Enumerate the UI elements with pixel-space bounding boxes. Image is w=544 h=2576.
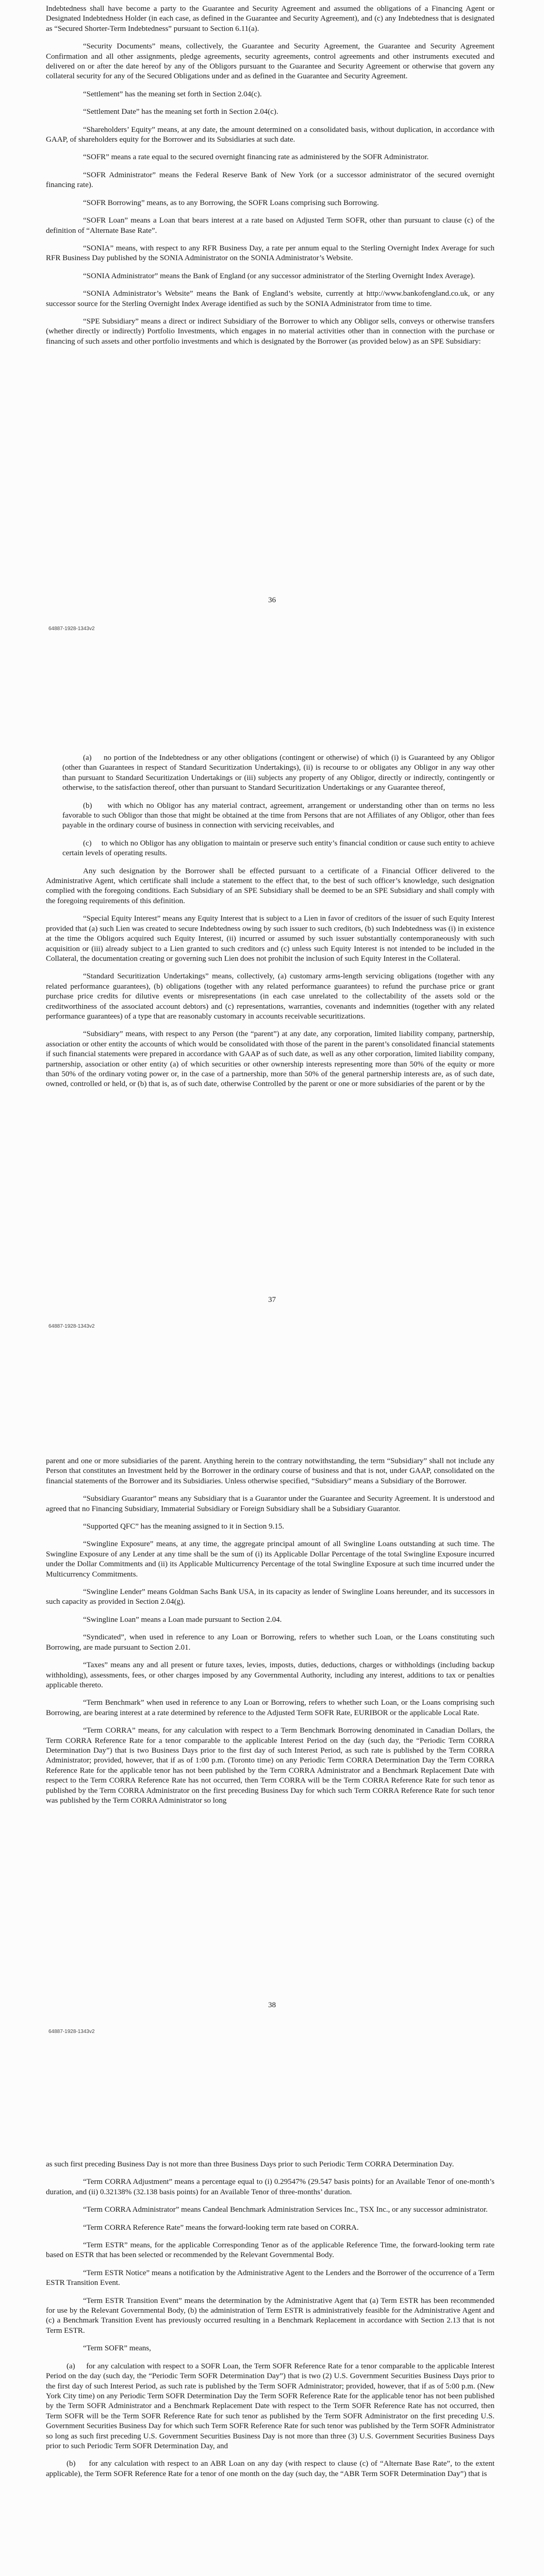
definition-sofr: “SOFR” means a rate equal to the secured overnight financing rate as administered by the SOFR Administrator.: [83, 153, 429, 162]
page-body: [46, 1456, 494, 1806]
definition-taxes: “Taxes” means any and all present or future taxes, levies, imposts, duties, deductions, charges or withholdings (including backup withholding), assessments, fees, or other charges imposed by any Governmental Authority, including any interest, additions to tax or penalties applicable thereto.: [46, 1661, 494, 1689]
definition-security-documents: “Security Documents” means, collectively, the Guarantee and Security Agreement, the Guarantee and Security Agreement Confirmation and all other assignments, pledge agreements, security agreements, control agreements and other instruments executed and delivered on or after the date hereof by any of the Obligors pursuant to the Guarantee and Security Agreement or otherwise that govern any collateral security for any of the Secured Obligations under and as defined in the Guarantee and Security Agreement.: [46, 42, 494, 81]
page-body: [46, 4, 494, 347]
paragraph-subsidiary-continuation: parent and one or more subsidiaries of the parent. Anything herein to the contrary notwithstanding, the term “Subsidiary” shall not include any Person that constitutes an Investment held by the Borrower in the ordinary course of business and that is not, under GAAP, consolidated on the financial statements of the Borrower and its Subsidiaries. Unless otherwise specified, “Subsidiary” means a Subsidiary of the Borrower.: [46, 1457, 494, 1485]
definition-shareholders-equity: “Shareholders’ Equity” means, at any date, the amount determined on a consolidated basis, without duplication, in accordance with GAAP, of shareholders equity for the Borrower and its Subsidiaries at such date.: [46, 125, 494, 144]
page-36: [0, 0, 544, 696]
definition-term-estr: “Term ESTR” means, for the applicable Corresponding Tenor as of the applicable Reference Time, the forward-looking term rate based on ESTR that has been selected or recommended by the Relevant Governmental Body.: [46, 2241, 494, 2260]
spe-clause-b: (b) with which no Obligor has any material contract, agreement, arrangement or understanding other than on terms no less favorable to such Obligor than those that might be obtained at the time from Persons that are not Affiliates of any Obligor, other than fees payable in the ordinary course of business in connection with servicing receivables, and: [62, 801, 494, 830]
page-number: 38: [268, 2001, 276, 2009]
page-body: [46, 2160, 494, 2479]
term-sofr-clause-b: (b) for any calculation with respect to an ABR Loan on any day (with respect to clause (c) of “Alternate Base Rate”, to the extent applicable), the Term SOFR Reference Rate for a tenor of one month on the day (such day, the “ABR Term SOFR Determination Day”) that is: [46, 2460, 494, 2478]
definition-sonia: “SONIA” means, with respect to any RFR Business Day, a rate per annum equal to the Sterling Overnight Index Average for such RFR Business Day published by the SONIA Administrator on the SONIA Administrator’s Website.: [46, 244, 494, 263]
page-body: [46, 753, 494, 1090]
document-id: 64887-1928-1343v2: [48, 626, 95, 632]
definition-sonia-administrators-website: “SONIA Administrator’s Website” means the Bank of England’s website, currently at http://www.bankofengland.co.uk, or any successor source for the Sterling Overnight Index Average identified as such by the SONIA Administrator from time to time.: [46, 290, 494, 308]
document-id: 64887-1928-1343v2: [48, 1324, 95, 1329]
definition-term-sofr: “Term SOFR” means,: [83, 2344, 151, 2353]
definition-standard-securitization-undertakings: “Standard Securitization Undertakings” means, collectively, (a) customary arms-length servicing obligations (together with any related performance guarantees), (b) obligations (together with any related performance guarantees) to refund the purchase price or grant purchase price credits for dilutive events or misrepresentations (in each case unrelated to the collectability of the assets sold or the creditworthiness of the associated account debtors) and (c) representations, warranties, covenants and indemnities (together with any related performance guarantees) of a type that are reasonably customary in accounts receivable securitizations.: [46, 972, 494, 1021]
definition-sofr-administrator: “SOFR Administrator” means the Federal Reserve Bank of New York (or a successor administrator of the secured overnight financing rate).: [46, 171, 494, 190]
definition-sofr-loan: “SOFR Loan” means a Loan that bears interest at a rate based on Adjusted Term SOFR, other than pursuant to clause (c) of the definition of “Alternate Base Rate”.: [46, 216, 494, 235]
paragraph-spe-designation: Any such designation by the Borrower shall be effected pursuant to a certificate of a Financial Officer delivered to the Administrative Agent, which certificate shall include a statement to the effect that, to the best of such officer’s knowledge, such designation complied with the foregoing conditions. Each Subsidiary of an SPE Subsidiary shall be deemed to be an SPE Subsidiary and shall comply with the foregoing requirements of this definition.: [46, 867, 494, 905]
page-number: 37: [268, 1296, 276, 1304]
definition-term-benchmark: “Term Benchmark” when used in reference to any Loan or Borrowing, refers to whether such Loan, or the Loans comprising such Borrowing, are bearing interest at a rate determined by reference to the Adjusted Term SOFR Rate, EURIBOR or the applicable Local Rate.: [46, 1699, 494, 1717]
definition-swingline-loan: “Swingline Loan” means a Loan made pursuant to Section 2.04.: [83, 1615, 282, 1624]
spe-clause-a: (a) no portion of the Indebtedness or any other obligations (contingent or otherwise) of which (i) is Guaranteed by any Obligor (other than Guarantees in respect of Standard Securitization Undertakings), (ii) is recourse to or obligates any Obligor in any way other than pursuant to Standard Securitization Undertakings or (iii) subjects any property of any Obligor, directly or indirectly, contingently or otherwise, to the satisfaction thereof, other than pursuant to Standard Securitization Undertakings or any Guarantee thereof,: [62, 754, 494, 792]
page-number: 36: [268, 596, 276, 604]
definition-swingline-exposure: “Swingline Exposure” means, at any time, the aggregate principal amount of all Swingline Loans outstanding at such time. The Swingline Exposure of any Lender at any time shall be the sum of (i) its Applicable Dollar Percentage of the total Swingline Exposure incurred under the Dollar Commitments and (ii) its Applicable Multicurrency Percentage of the total Swingline Exposure at such time incurred under the Multicurrency Commitments.: [46, 1540, 494, 1579]
definition-settlement-date: “Settlement Date” has the meaning set forth in Section 2.04(c).: [83, 108, 278, 116]
definition-term-corra-adjustment: “Term CORRA Adjustment” means a percentage equal to (i) 0.29547% (29.547 basis points) for an Available Tenor of one-month’s duration, and (ii) 0.32138% (32.138 basis points) for an Available Tenor of three-months’ duration.: [46, 2178, 494, 2196]
definition-term-corra-administrator: “Term CORRA Administrator” means Candeal Benchmark Administration Services Inc., TSX Inc., or any successor administrator.: [83, 2206, 488, 2214]
paragraph-term-corra-continuation: as such first preceding Business Day is not more than three Business Days prior to such Periodic Term CORRA Determination Day.: [46, 2160, 454, 2168]
page-38: [0, 1404, 544, 2102]
definition-syndicated: “Syndicated”, when used in reference to any Loan or Borrowing, refers to whether such Loan, or the Loans constituting such Borrowing, are made pursuant to Section 2.01.: [46, 1633, 494, 1652]
definition-spe-subsidiary: “SPE Subsidiary” means a direct or indirect Subsidiary of the Borrower to which any Obligor sells, conveys or otherwise transfers (whether directly or indirectly) Portfolio Investments, which engages in no material activities other than in connection with the purchase or financing of such assets and other portfolio investments and which is designated by the Borrower (as provided below) as an SPE Subsidiary:: [46, 317, 494, 346]
term-sofr-clause-a: (a) for any calculation with respect to a SOFR Loan, the Term SOFR Reference Rate for a tenor comparable to the applicable Interest Period on the day (such day, the “Periodic Term SOFR Determination Day”) that is two (2) U.S. Government Securities Business Days prior to the first day of such Interest Period, as such rate is published by the Term SOFR Administrator; provided, however, that if as of 5:00 p.m. (New York City time) on any Periodic Term SOFR Determination Day the Term SOFR Reference Rate for the applicable tenor has not been published by the Term SOFR Administrator and a Benchmark Replacement Date with respect to the Term SOFR Reference Rate has not occurred, then Term SOFR will be the Term SOFR Reference Rate for such tenor as published by the Term SOFR Administrator on the first preceding U.S. Government Securities Business Day for which such Term SOFR Reference Rate for such tenor was published by the Term SOFR Administrator so long as such first preceding U.S. Government Securities Business Day is not more than three (3) U.S. Government Securities Business Days prior to such Periodic Term SOFR Determination Day, and: [46, 2362, 494, 2450]
definition-term-estr-transition-event: “Term ESTR Transition Event” means the determination by the Administrative Agent that (a) Term ESTR has been recommended for use by the Relevant Governmental Body, (b) the administration of Term ESTR is administratively feasible for the Administrative Agent and (c) a Benchmark Transition Event has previously occurred resulting in a Benchmark Replacement in accordance with Section 2.13 that is not Term ESTR.: [46, 2296, 494, 2335]
definition-sonia-administrator: “SONIA Administrator” means the Bank of England (or any successor administrator of the Sterling Overnight Index Average).: [83, 272, 475, 280]
definition-subsidiary-guarantor: “Subsidiary Guarantor” means any Subsidiary that is a Guarantor under the Guarantee and Security Agreement. It is understood and agreed that no Financing Subsidiary, Immaterial Subsidiary or Foreign Subsidiary shall be a Subsidiary Guarantor.: [46, 1495, 494, 1513]
page-37: [0, 696, 544, 1404]
definition-term-corra-reference-rate: “Term CORRA Reference Rate” means the forward-looking term rate based on CORRA.: [83, 2223, 359, 2232]
definition-settlement: “Settlement” has the meaning set forth in Section 2.04(c).: [83, 90, 262, 98]
definition-term-estr-notice: “Term ESTR Notice” means a notification by the Administrative Agent to the Lenders and the Borrower of the occurrence of a Term ESTR Transition Event.: [46, 2268, 494, 2287]
definition-sofr-borrowing: “SOFR Borrowing” means, as to any Borrowing, the SOFR Loans comprising such Borrowing.: [83, 198, 379, 207]
spe-clause-c: (c) to which no Obligor has any obligation to maintain or preserve such entity’s financial condition or cause such entity to achieve certain levels of operating results.: [62, 839, 494, 858]
page-39: [0, 2102, 544, 2576]
definition-term-corra: “Term CORRA” means, for any calculation with respect to a Term Benchmark Borrowing denominated in Canadian Dollars, the Term CORRA Reference Rate for a tenor comparable to the applicable Interest Period on the day (such day, the “Periodic Term CORRA Determination Day”) that is two Business Days prior to the first day of such Interest Period, as such rate is published by the Term CORRA Administrator; provided, however, that if as of 1:00 p.m. (Toronto time) on any Periodic Term CORRA Determination Day the Term CORRA Reference Rate for the applicable tenor has not been published by the Term CORRA Administrator and a Benchmark Replacement Date with respect to the Term CORRA Reference Rate has not occurred, then Term CORRA will be the Term CORRA Reference Rate for such tenor as published by the Term CORRA Administrator on the first preceding Business Day for which such Term CORRA Reference Rate for such tenor was published by the Term CORRA Administrator so long: [46, 1726, 494, 1805]
definition-special-equity-interest: “Special Equity Interest” means any Equity Interest that is subject to a Lien in favor of creditors of the issuer of such Equity Interest provided that (a) such Lien was created to secure Indebtedness owing by such issuer to such creditors, (b) such Indebtedness was (i) in existence at the time the Obligors acquired such Equity Interest, (ii) incurred or assumed by such issuer substantially contemporaneously with such acquisition or (iii) already subject to a Lien granted to such creditors and (c) unless such Equity Interest is not intended to be included in the Collateral, the documentation creating or governing such Lien does not prohibit the inclusion of such Equity Interest in the Collateral.: [46, 914, 494, 963]
document-id: 64887-1928-1343v2: [48, 2029, 95, 2035]
definition-supported-qfc: “Supported QFC” has the meaning assigned to it in Section 9.15.: [83, 1522, 284, 1531]
definition-subsidiary: “Subsidiary” means, with respect to any Person (the “parent”) at any date, any corporation, limited liability company, partnership, association or other entity the accounts of which would be consolidated with those of the parent in the parent’s consolidated financial statements if such financial statements were prepared in accordance with GAAP as of such date, as well as any other corporation, limited liability company, partnership, association or other entity (a) of which securities or other ownership interests representing more than 50% of the equity or more than 50% of the ordinary voting power or, in the case of a partnership, more than 50% of the general partnership interests are, as of such date, owned, controlled or held, or (b) that is, as of such date, otherwise Controlled by the parent or one or more subsidiaries of the parent or by the: [46, 1030, 494, 1089]
paragraph-secured-shorter-term-continuation: Indebtedness shall have become a party to the Guarantee and Security Agreement and assumed the obligations of a Financing Agent or Designated Indebtedness Holder (in each case, as defined in the Guarantee and Security Agreement), and (c) any Indebtedness that is designated as “Secured Shorter-Term Indebtedness” pursuant to Section 6.11(a).: [46, 5, 494, 33]
definition-swingline-lender: “Swingline Lender” means Goldman Sachs Bank USA, in its capacity as lender of Swingline Loans hereunder, and its successors in such capacity as provided in Section 2.04(g).: [46, 1588, 494, 1606]
